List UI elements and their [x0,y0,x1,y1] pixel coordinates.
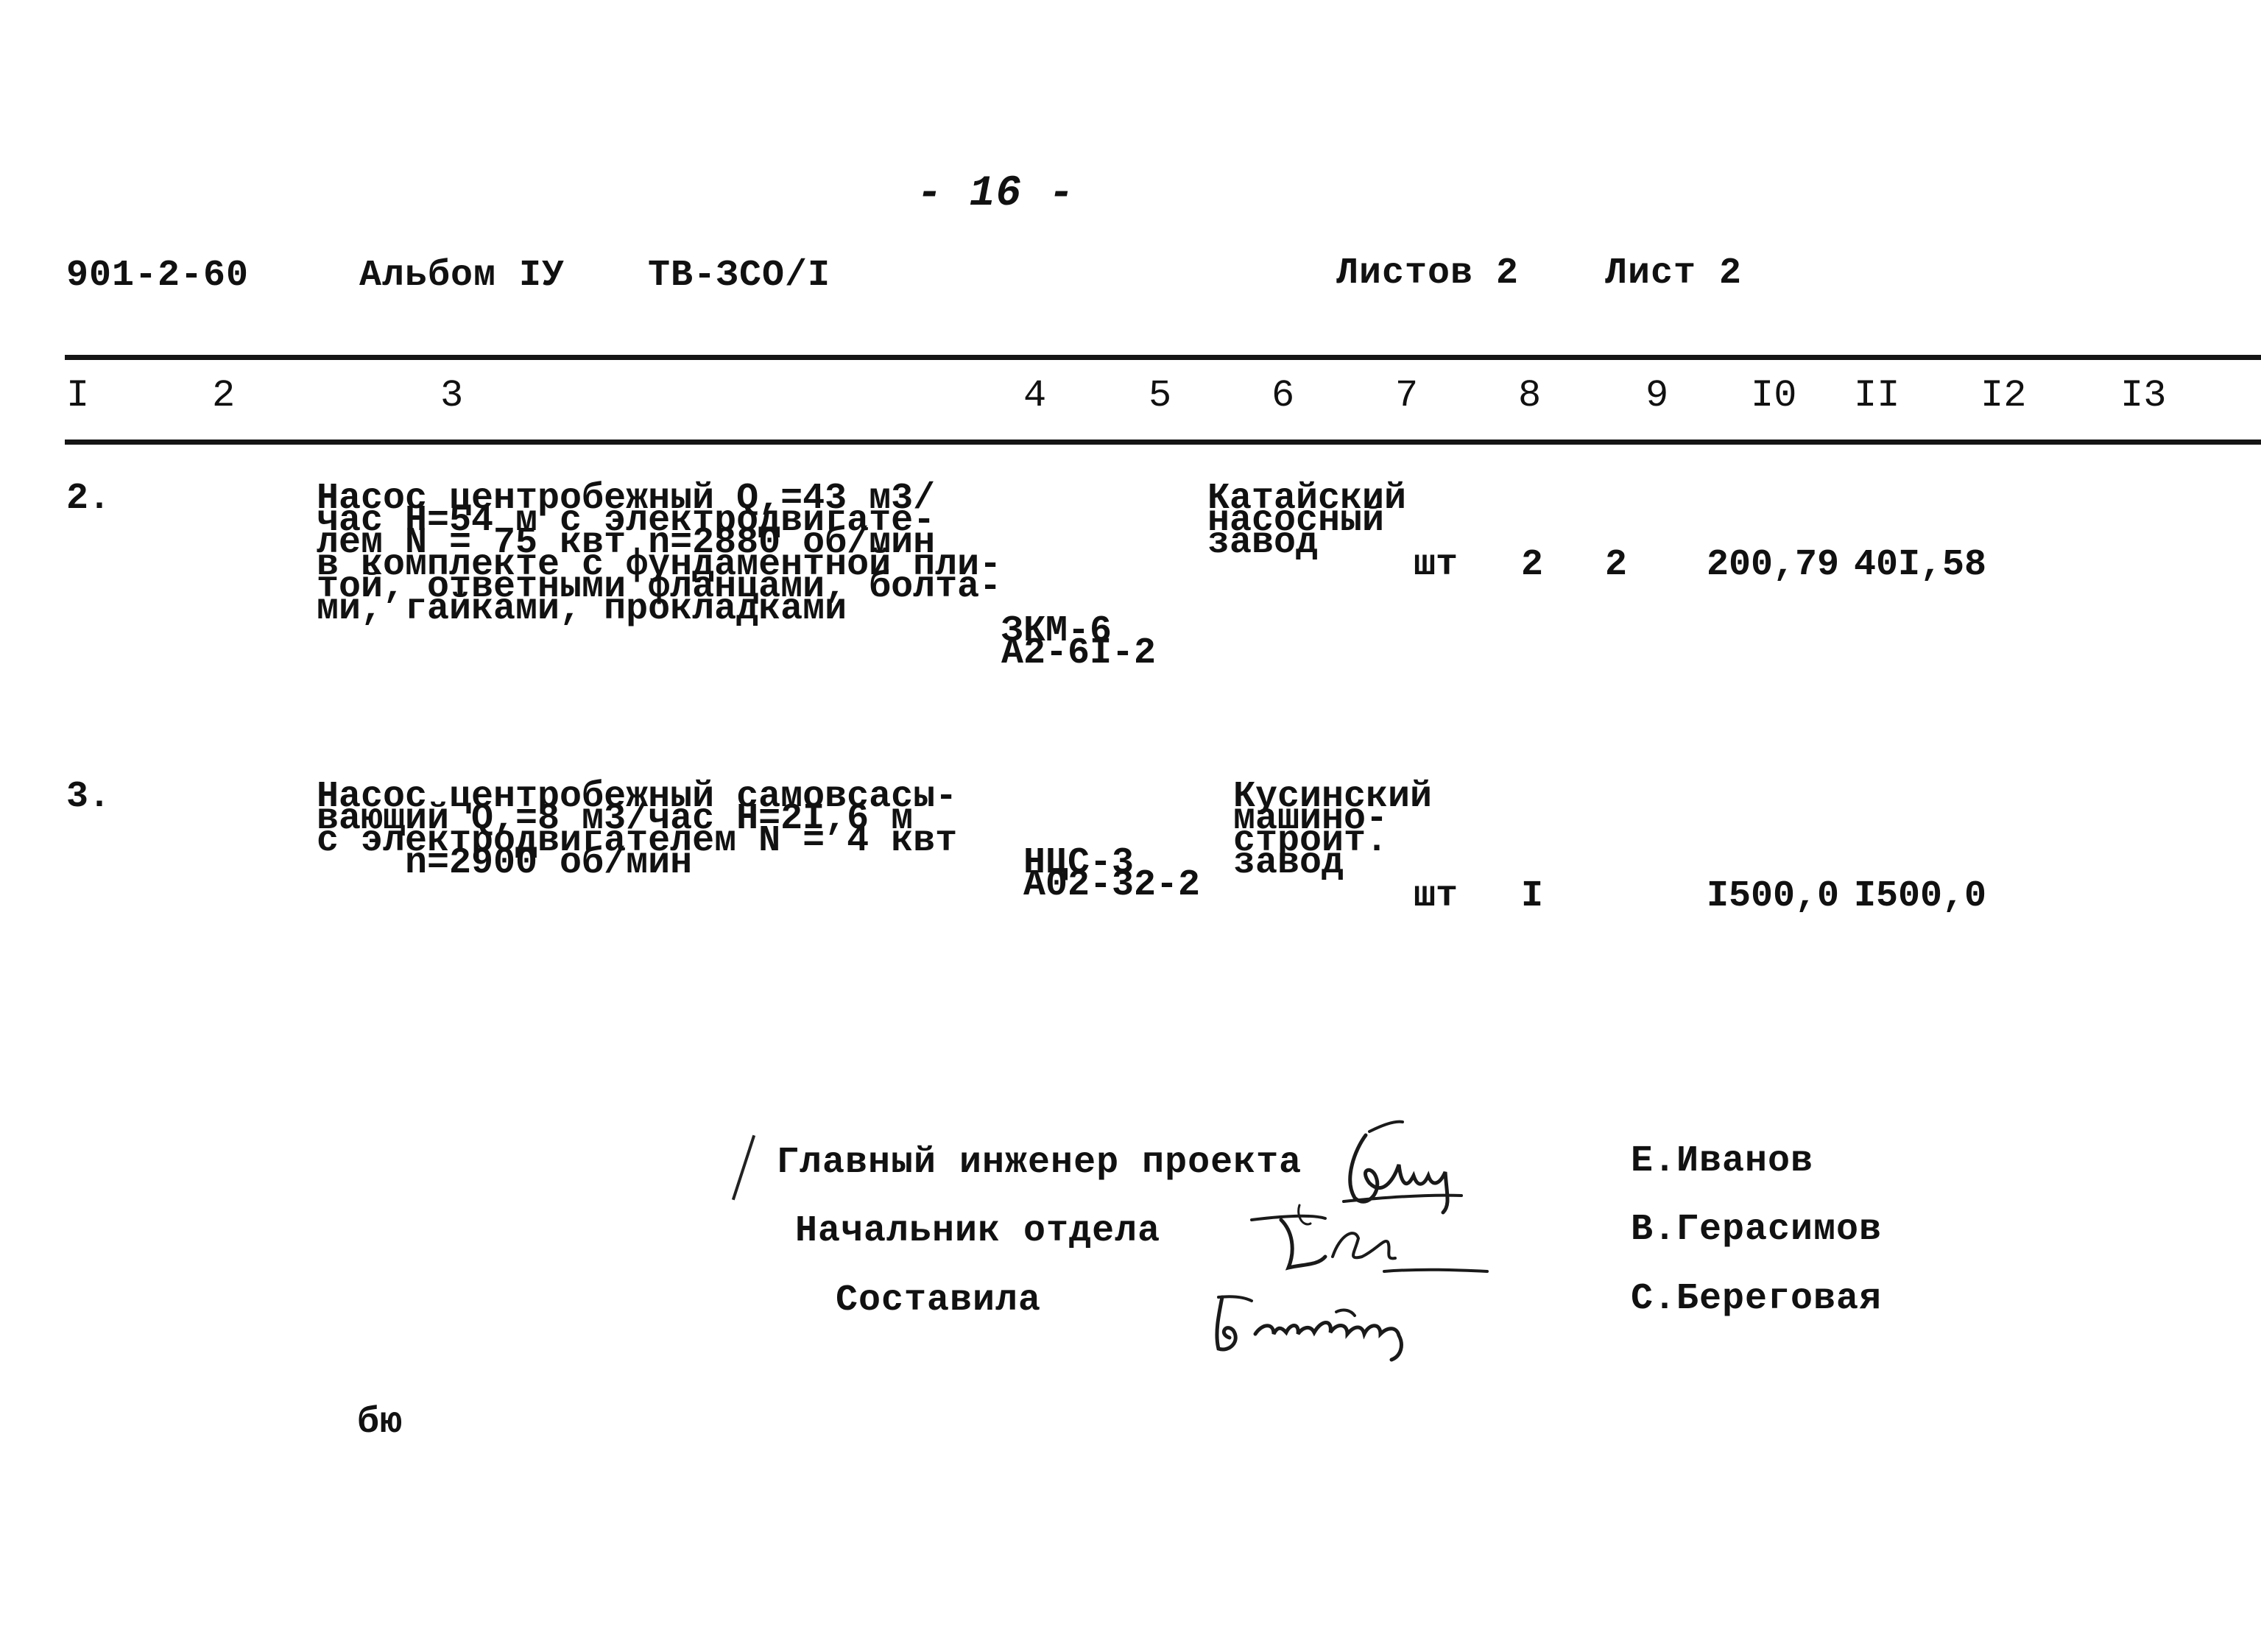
page-number: - 16 - [917,170,1075,218]
column-header: I [66,374,90,417]
sheets-total: Листов 2 [1336,253,1520,294]
document-code: 901-2-60 [66,255,250,297]
column-header: 2 [212,374,236,417]
column-header: I0 [1751,374,1797,417]
item-quantity: 2 [1521,544,1544,586]
signer-name: С.Береговая [1631,1278,1883,1320]
header-rule-bottom [65,440,2261,445]
signer-role: Главный инженер проекта [777,1142,1302,1184]
sheet-current: Лист 2 [1605,253,1743,294]
column-header: 4 [1023,374,1047,417]
column-header: 3 [440,374,464,417]
column-header: I3 [2120,374,2167,417]
item-quantity-2: 2 [1605,544,1628,586]
item-description: Насос центробежный Q,=43 м3/ час Н=54 м с электродвигате- лем N = 75 квт n=2880 об/мин в комплекте с фундаментной пли- той, ответными фланцами, болта- ми, гайками, прокладками [317,478,1002,630]
column-header: 6 [1271,374,1295,417]
item-total: I500,0 [1854,875,1987,917]
sheet-reference: ТВ-ЗСО/I [648,255,831,297]
row-number: 3. [66,776,111,818]
item-type-code: НЦС-3 А02-32-2 [1023,842,1201,906]
item-price: 200,79 [1707,544,1840,586]
column-header: 5 [1149,374,1172,417]
item-total: 40I,58 [1854,544,1987,586]
item-manufacturer: Кусинский машино- строит. завод [1233,776,1433,884]
margin-tick [732,1135,755,1201]
signer-role: Составила [836,1279,1042,1321]
column-header: 7 [1395,374,1419,417]
column-header: I2 [1980,374,2027,417]
item-manufacturer: Катайский насосный завод [1207,478,1407,564]
header-rule-top [65,355,2261,360]
column-header: 8 [1518,374,1542,417]
footer-mark: бю [357,1402,403,1444]
item-quantity: I [1521,875,1544,917]
signer-role: Начальник отдела [795,1210,1161,1252]
column-header: 9 [1646,374,1669,417]
item-unit: шт [1414,544,1458,586]
item-price: I500,0 [1707,875,1840,917]
row-number: 2. [66,478,111,520]
column-header: II [1854,374,1900,417]
item-description: Насос центробежный самовсасы- вающий Q,=8 м3/час Н=2I,6 м с электродвигателем N = 4 квт n=2900 об/мин [317,776,958,884]
item-type-code: ЗКМ-6 А2-6I-2 [1001,610,1157,674]
signer-name: В.Герасимов [1631,1209,1883,1251]
signer-name: Е.Иванов [1631,1140,1814,1182]
album-label: Альбом IУ [359,255,565,297]
item-unit: шт [1414,875,1458,917]
signature-beregovaya [1204,1259,1454,1387]
